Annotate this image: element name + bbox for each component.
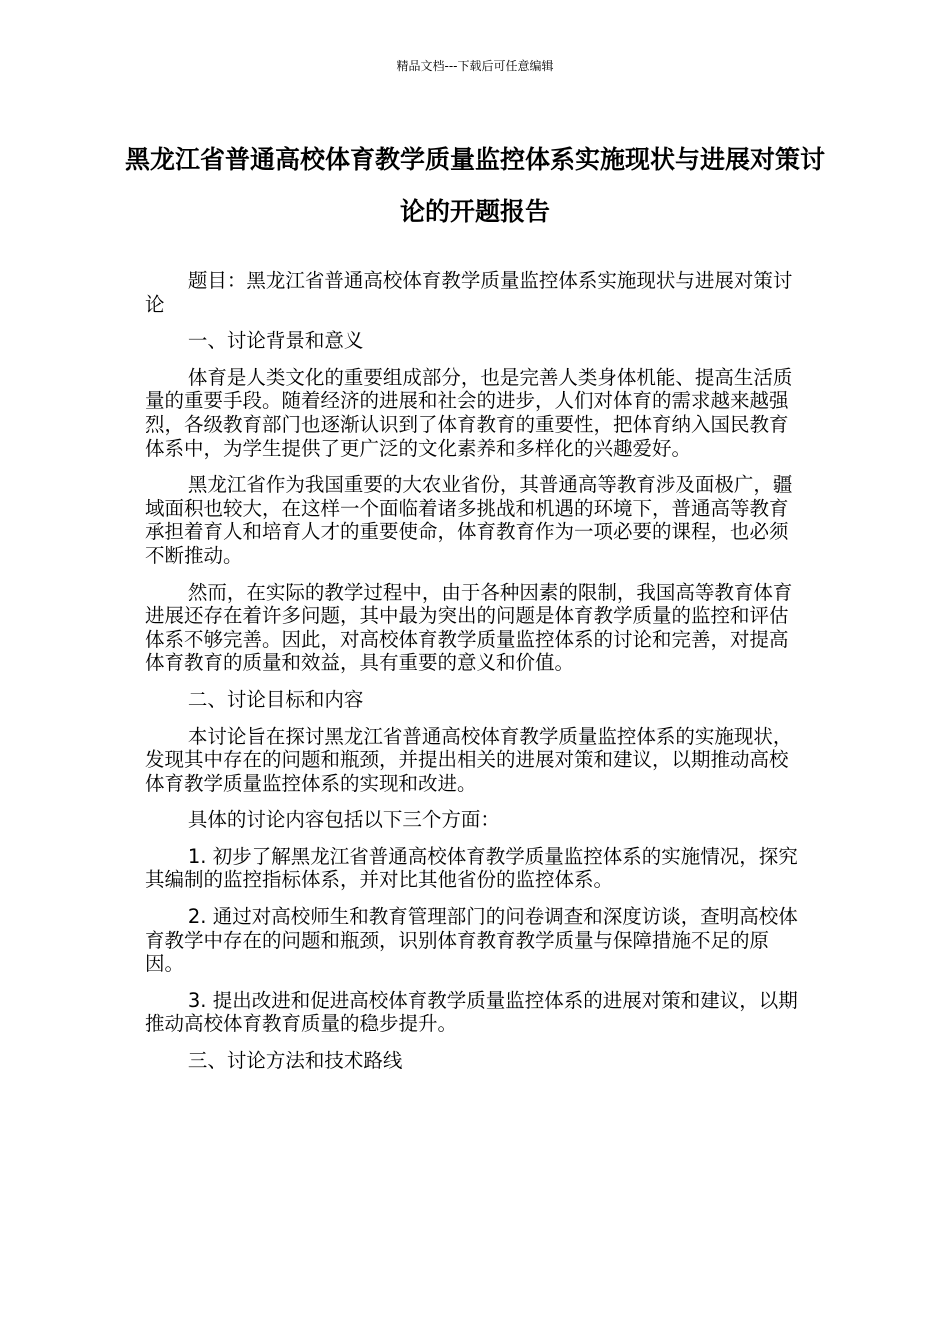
section-heading-2: 二、讨论目标和内容 <box>187 687 364 711</box>
paragraph: 本讨论旨在探讨黑龙江省普通高校体育教学质量监控体系的实施现状，发现其中存在的问题和瓶颈，并提出相关的进展对策和建议，以期推动高校体育教学质量监控体系的实现和改进。 <box>145 724 793 795</box>
list-item: 2. 通过对高校师生和教育管理部门的问卷调查和深度访谈，查明高校体育教学中存在的问题和瓶颈，识别体育教育教学质量与保障措施不足的原因。 <box>145 905 798 976</box>
section-heading-1: 一、讨论背景和意义 <box>187 329 364 353</box>
paragraph: 具体的讨论内容包括以下三个方面： <box>187 808 500 832</box>
header-note: 精品文档---下载后可任意编辑 <box>396 59 554 73</box>
document-body <box>145 269 801 1086</box>
paragraph: 黑龙江省作为我国重要的大农业省份，其普通高等教育涉及面极广，疆域面积也较大，在这样一个面临着诸多挑战和机遇的环境下，普通高等教育承担着育人和培育人才的重要使命，体育教育作为一项必要的课程，也必须不断推动。 <box>145 473 793 567</box>
section-heading-3: 三、讨论方法和技术路线 <box>187 1049 403 1073</box>
list-item: 3. 提出改进和促进高校体育教学质量监控体系的进展对策和建议，以期推动高校体育教育质量的稳步提升。 <box>145 988 798 1036</box>
paragraph: 体育是人类文化的重要组成部分，也是完善人类身体机能、提高生活质量的重要手段。随着经济的进展和社会的进步，人们对体育的需求越来越强烈，各级教育部门也逐渐认识到了体育教育的重要性，把体育纳入国民教育体系中，为学生提供了更广泛的文化素养和多样化的兴趣爱好。 <box>145 365 793 460</box>
list-item: 1. 初步了解黑龙江省普通高校体育教学质量监控体系的实施情况，探究其编制的监控指标体系，并对比其他省份的监控体系。 <box>145 844 798 892</box>
paragraph: 然而，在实际的教学过程中，由于各种因素的限制，我国高等教育体育进展还存在着许多问题，其中最为突出的问题是体育教学质量的监控和评估体系不够完善。因此，对高校体育教学质量监控体系的讨论和完善，对提高体育教育的质量和效益，具有重要的意义和价值。 <box>145 580 793 675</box>
document-title: 黑龙江省普通高校体育教学质量监控体系实施现状与进展对策讨论的开题报告 <box>124 145 825 226</box>
paragraph-topic: 题目：黑龙江省普通高校体育教学质量监控体系实施现状与进展对策讨论 <box>145 269 793 316</box>
